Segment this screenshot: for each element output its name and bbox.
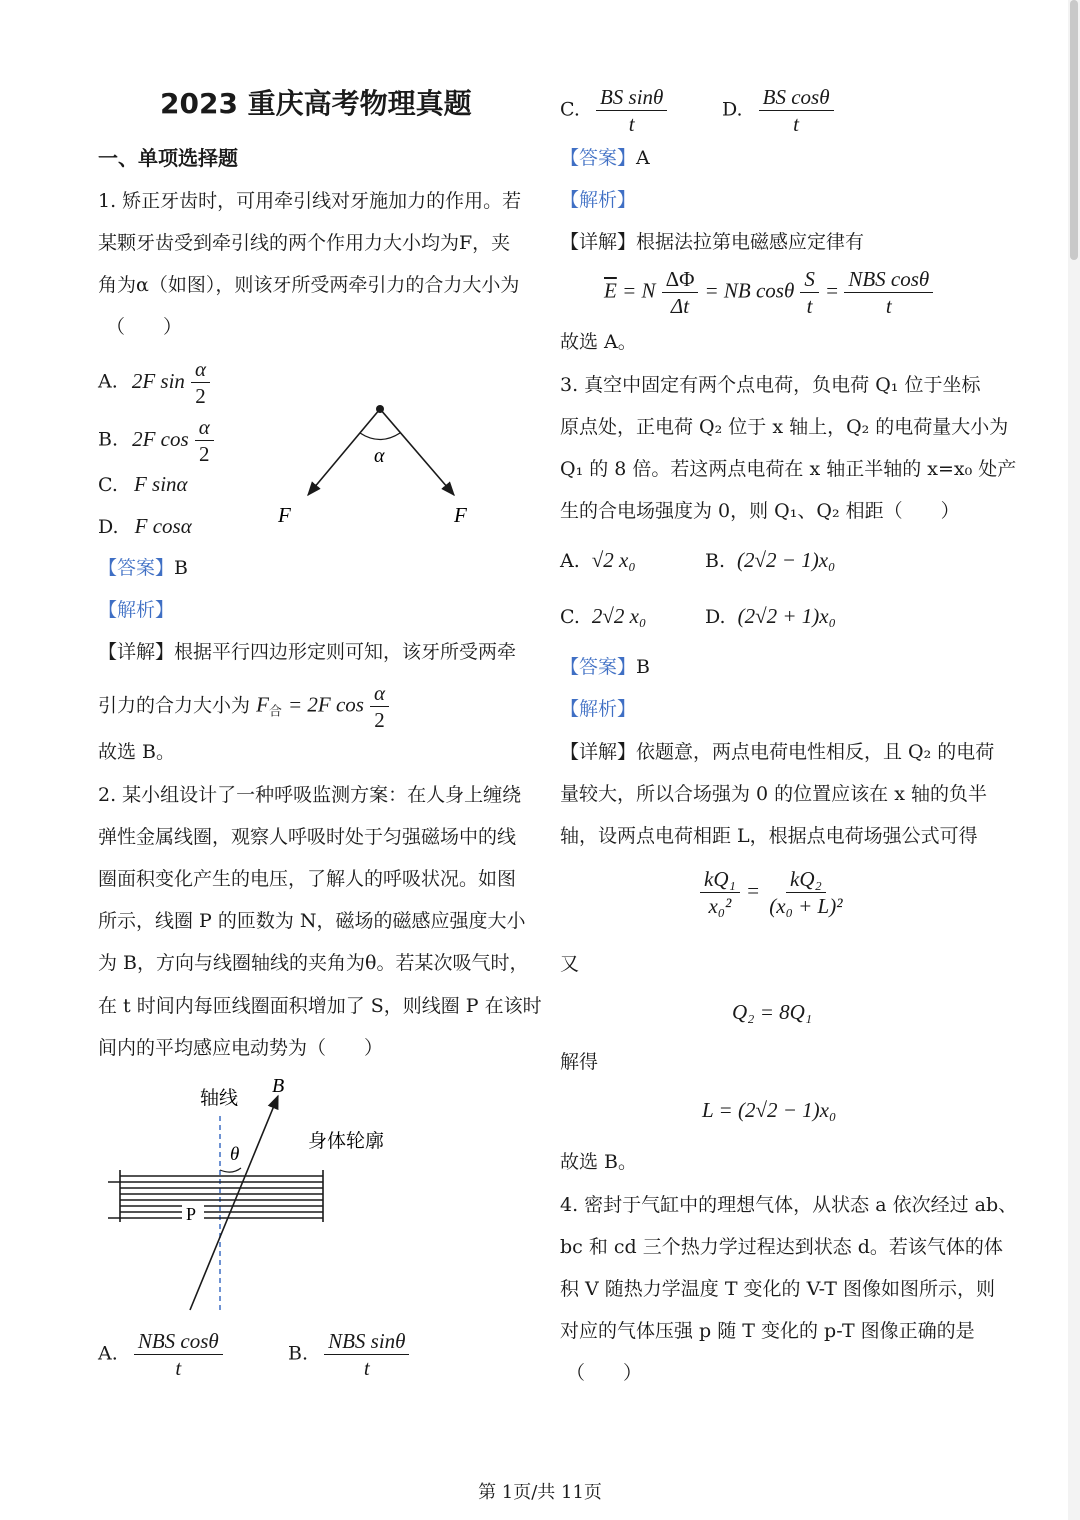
force-angle-diagram (270, 398, 480, 533)
q3-option-b: B. (2√2 − 1)x₀ (705, 548, 836, 572)
q1-option-a: A. 2F sin $\frac{\alpha}{2}$ (98, 356, 210, 409)
q3-option-a: A. √2 x₀ (560, 548, 636, 572)
q2-line: 为 B，方向与线圈轴线的夹角为θ。若某次吸气时， (98, 952, 529, 974)
q2-answer: 【答案】A (560, 147, 650, 169)
q2-option-d: D. $\frac{\text{BS cosθ}}{t}$ (722, 84, 834, 137)
q2-line: 间内的平均感应电动势为（ ） (98, 1037, 384, 1059)
q2-conclusion: 故选 A。 (560, 331, 637, 353)
axis-label: 轴线 (200, 1088, 239, 1109)
q1-option-b: B. 2F cos $\frac{\alpha}{2}$ (98, 414, 214, 467)
q3-line: 原点处，正电荷 Q₂ 位于 x 轴上，Q₂ 的电荷量大小为 (560, 416, 1009, 438)
q3-again: 又 (560, 953, 580, 975)
q2-line: 在 t 时间内每匝线圈面积增加了 S，则线圈 P 在该时 (98, 995, 542, 1017)
q3-equation-3: L = (2√2 − 1)x₀ (702, 1098, 837, 1122)
q4-line: bc 和 cd 三个热力学过程达到状态 d。若该气体的体 (560, 1236, 1003, 1258)
q2-option-b: B. $\frac{\text{NBS sinθ}}{t}$ (288, 1328, 409, 1381)
q3-detail-line: 轴，设两点电荷相距 L，根据点电荷场强公式可得 (560, 825, 978, 847)
q1-line: 某颗牙齿受到牵引线的两个作用力大小均为F，夹 (98, 232, 511, 254)
q2-line: 2. 某小组设计了一种呼吸监测方案：在人身上缠绕 (98, 784, 522, 806)
coil-p-label: P (186, 1204, 197, 1224)
q4-line: 积 V 随热力学温度 T 变化的 V-T 图像如图所示，则 (560, 1278, 996, 1300)
scrollbar-thumb[interactable] (1070, 0, 1078, 260)
q1-option-c: C. F sinα (98, 472, 188, 496)
q4-line: （ ） (566, 1362, 643, 1384)
q1-analysis-label: 【解析】 (98, 599, 175, 621)
q1-line: （ ） (106, 316, 183, 338)
scrollbar[interactable] (1068, 0, 1080, 1520)
q3-option-c: C. 2√2 x₀ (560, 604, 647, 628)
q1-option-d: D. F cosα (98, 514, 192, 538)
q3-option-d: D. (2√2 + 1)x₀ (705, 604, 836, 628)
b-field-label: B (272, 1075, 285, 1097)
q1-line: 1. 矫正牙齿时，可用牵引线对牙施加力的作用。若 (98, 190, 522, 212)
q2-option-c: C. $\frac{\text{BS sinθ}}{t}$ (560, 84, 667, 137)
q4-line: 对应的气体压强 p 随 T 变化的 p-T 图像正确的是 (560, 1320, 975, 1342)
q3-detail-line: 量较大，所以合场强为 0 的位置应该在 x 轴的负半 (560, 783, 987, 805)
q1-line: 角为α（如图），则该牙所受两牵引力的合力大小为 (98, 274, 520, 296)
alpha-label: α (374, 445, 385, 467)
q3-line: Q₁ 的 8 倍。若这两点电荷在 x 轴正半轴的 x=x₀ 处产 (560, 458, 1017, 480)
section-heading: 一、单项选择题 (98, 146, 238, 170)
q1-conclusion: 故选 B。 (98, 741, 176, 763)
q1-detail: 【详解】根据平行四边形定则可知，该牙所受两牵 (98, 641, 517, 663)
q3-conclusion: 故选 B。 (560, 1151, 638, 1173)
page-title: 2023 重庆高考物理真题 (160, 87, 472, 120)
q2-line: 弹性金属线圈，观察人呼吸时处于匀强磁场中的线 (98, 826, 517, 848)
q4-line: 4. 密封于气缸中的理想气体，从状态 a 依次经过 ab、 (560, 1194, 1018, 1216)
q2-line: 所示，线圈 P 的匝数为 N，磁场的磁感应强度大小 (98, 910, 526, 932)
q2-equation: $\overline{E} = N$ $\frac{\Delta\Phi}{\Delta t}$ = NB cosθ $\frac{S}{t}$ = $\frac{\text{NBS cosθ}}{t}$ (604, 266, 933, 319)
q3-equation-2: Q₂ = 8Q₁ (732, 1000, 813, 1024)
q3-line: 生的合电场强度为 0，则 Q₁、Q₂ 相距（ ） (560, 500, 960, 522)
q3-detail: 【详解】依题意，两点电荷电性相反，且 Q₂ 的电荷 (560, 741, 995, 763)
q3-equation-1: $\frac{\text{kQ₁}}{\text{x₀²}}$ = $\frac{\text{kQ₂}}{\text{(x₀ + L)²}}$ (700, 866, 847, 919)
body-outline-label: 身体轮廓 (308, 1131, 385, 1152)
theta-label: θ (230, 1144, 240, 1165)
q3-answer: 【答案】B (560, 656, 650, 678)
coil-diagram (98, 1072, 418, 1317)
q2-line: 圈面积变化产生的电压，了解人的呼吸状况。如图 (98, 868, 517, 890)
q3-analysis-label: 【解析】 (560, 698, 637, 720)
q2-analysis-label: 【解析】 (560, 189, 637, 211)
q2-option-a: A. $\frac{\text{NBS cosθ}}{t}$ (98, 1328, 223, 1381)
q2-detail: 【详解】根据法拉第电磁感应定律有 (560, 231, 865, 253)
q3-line: 3. 真空中固定有两个点电荷，负电荷 Q₁ 位于坐标 (560, 374, 981, 396)
force-right-label: F (454, 503, 467, 527)
q1-detail-line2: 引力的合力大小为 $F_合 = 2F$ cos $\frac{\alpha}{2}$ (98, 680, 389, 733)
q1-answer: 【答案】B (98, 557, 188, 579)
force-left-label: F (278, 503, 291, 527)
q3-solve: 解得 (560, 1051, 599, 1073)
page-footer: 第 1页/共 11页 (478, 1482, 602, 1503)
